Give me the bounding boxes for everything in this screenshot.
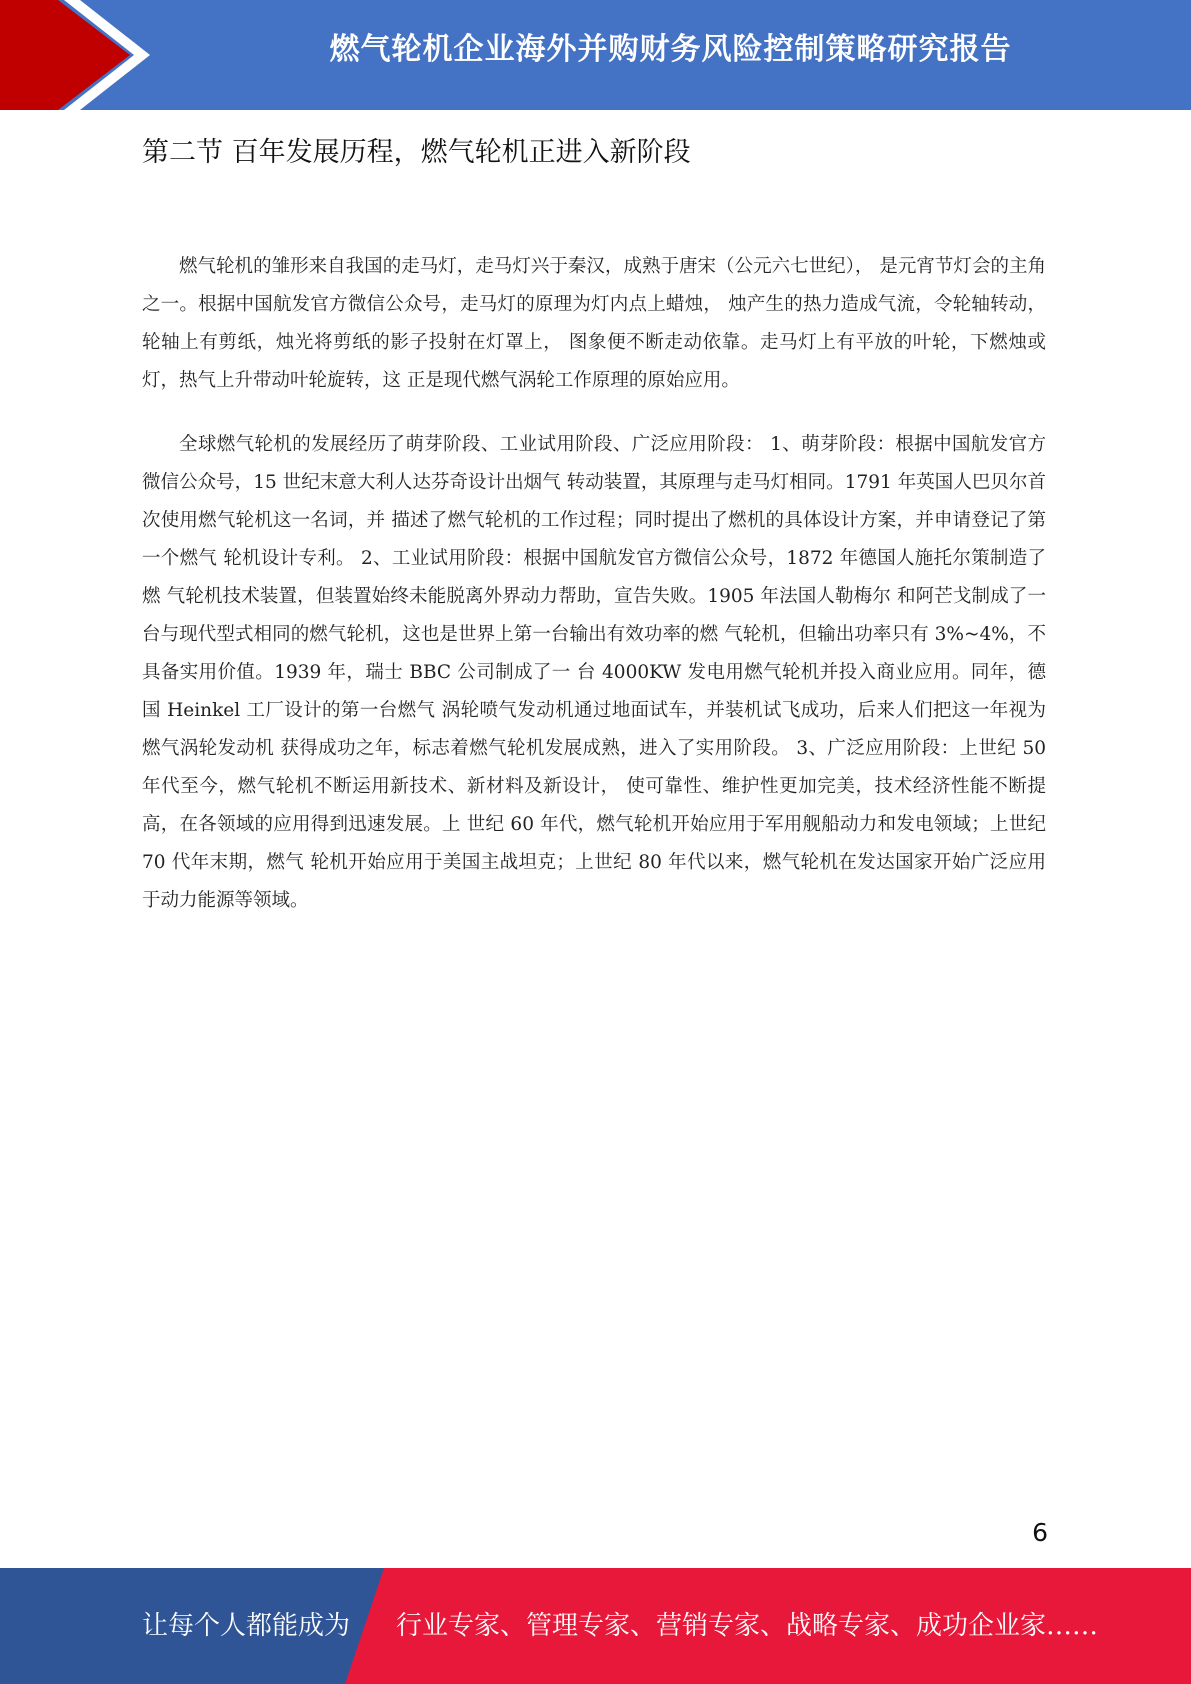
page-number: 6 (1032, 1518, 1048, 1547)
page-header (0, 0, 1191, 110)
paragraph-1: 燃气轮机的雏形来自我国的走马灯，走马灯兴于秦汉，成熟于唐宋（公元六七世纪）， 是元宵节灯会的主角之一。根据中国航发官方微信公众号，走马灯的原理为灯内点上蜡烛， 烛产生的热力造成气流，令轮轴转动，轮轴上有剪纸，烛光将剪纸的影子投射在灯罩上， 图象便不断走动依靠。走马灯上有平放的叶轮，下燃烛或灯，热气上升带动叶轮旋转，这 正是现代燃气涡轮工作原理的原始应用。 (142, 256, 1046, 391)
footer-slogan-left: 让每个人都能成为 (142, 1611, 351, 1641)
page-footer (0, 1568, 1191, 1684)
footer-slogan-right: 行业专家、管理专家、营销专家、战略专家、成功企业家…… (396, 1611, 1099, 1641)
paragraph-2: 全球燃气轮机的发展经历了萌芽阶段、工业试用阶段、广泛应用阶段： 1、萌芽阶段：根据中国航发官方微信公众号，15 世纪末意大利人达芬奇设计出烟气 转动装置，其原理与走马灯相同。1791 年英国人巴贝尔首次使用燃气轮机这一名词，并 描述了燃气轮机的工作过程；同时提出了燃机的具体设计方案，并申请登记了第一个燃气 轮机设计专利。 2、工业试用阶段：根据中国航发官方微信公众号，1872 年德国人施托尔策制造了燃 气轮机技术装置，但装置始终未能脱离外界动力帮助，宣告失败。1905 年法国人勒梅尔 和阿芒戈制成了一台与现代型式相同的燃气轮机，这也是世界上第一台输出有效功率的燃 气轮机，但输出功率只有 3%~4%，不具备实用价值。1939 年，瑞士 BBC 公司制成了一 台 4000KW 发电用燃气轮机并投入商业应用。同年，德国 Heinkel 工厂设计的第一台燃气 涡轮喷气发动机通过地面试车，并装机试飞成功，后来人们把这一年视为燃气涡轮发动机 获得成功之年，标志着燃气轮机发展成熟，进入了实用阶段。 3、广泛应用阶段：上世纪 50 年代至今，燃气轮机不断运用新技术、新材料及新设计， 使可靠性、维护性更加完美，技术经济性能不断提高，在各领域的应用得到迅速发展。上 世纪 60 年代，燃气轮机开始应用于军用舰船动力和发电领域；上世纪 70 代年末期，燃气 轮机开始应用于美国主战坦克；上世纪 80 年代以来，燃气轮机在发达国家开始广泛应用 于动力能源等领域。 (142, 434, 1046, 911)
report-title: 燃气轮机企业海外并购财务风险控制策略研究报告 (329, 32, 1012, 67)
red-chevron-shape (0, 0, 130, 110)
body-text (142, 248, 1046, 946)
section-title: 第二节 百年发展历程，燃气轮机正进入新阶段 (142, 137, 691, 168)
